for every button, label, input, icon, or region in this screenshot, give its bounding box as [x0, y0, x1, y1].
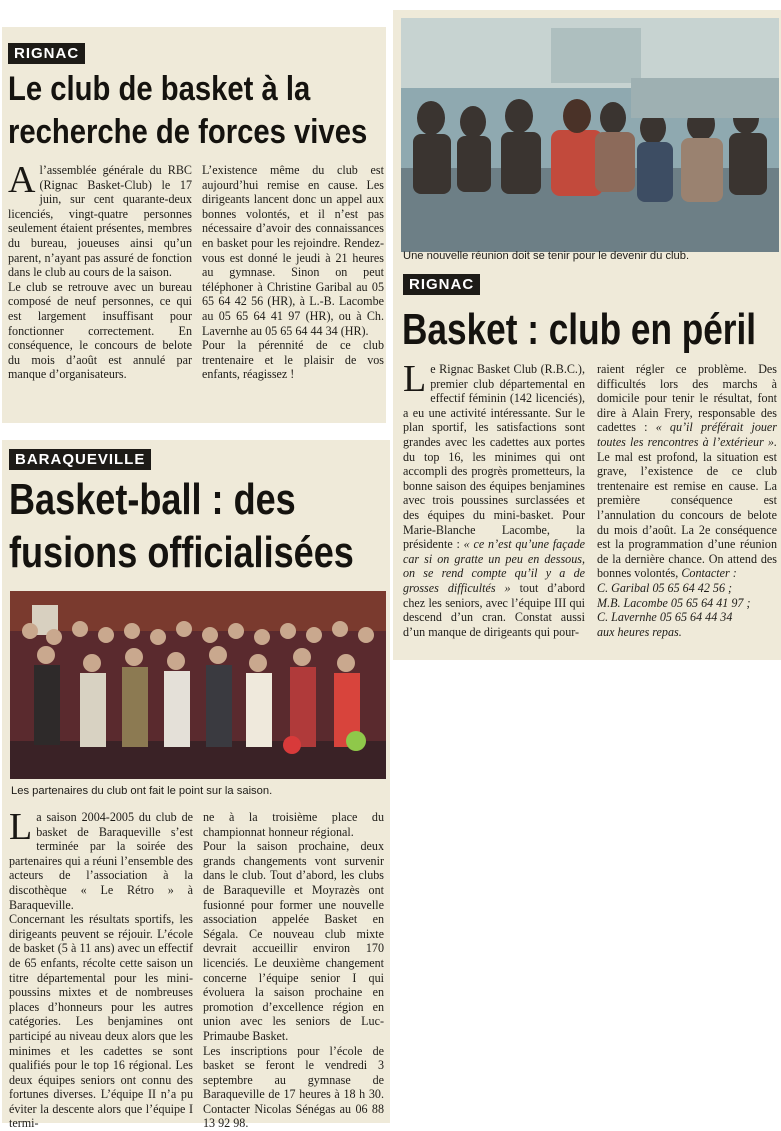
paragraph: Les inscriptions pour l’école de basket se feront le vendredi 3 septembre au gymnase de Baraqueville de 17 heures à 18 h 30. Contacter Nicolas Sénégas au 06 88 13 92 98. — [203, 1044, 384, 1131]
article-forces-vives — [2, 27, 386, 423]
section-tag-rignac: RIGNAC — [403, 274, 480, 295]
contact-line: aux heures repas. — [597, 625, 777, 640]
headline-forces-vives-line2: recherche de forces vives — [8, 112, 367, 152]
partners-photo-caption: Les partenaires du club ont fait le point sur la saison. — [11, 785, 272, 797]
contact-line: C. Lavernhe 05 65 64 44 34 — [597, 610, 777, 625]
headline-club-en-peril: Basket : club en péril — [402, 304, 756, 356]
article3-column-1 — [9, 810, 193, 1120]
paragraph: Le mal est profond, la situation est grave, l’existence de ce club trentenaire est remise en cause. La première conséquence est l’annulation du concours de belote du mois d’août. La 2e conséquence est la programmation d’une réunion de la dernière chance. On attend des bonnes volontés, — [597, 450, 777, 581]
article1-column-1 — [8, 163, 192, 421]
dropcap: L — [403, 364, 426, 394]
article2-column-2 — [597, 362, 777, 654]
headline-forces-vives-line1: Le club de basket à la — [8, 69, 310, 109]
article3-column-2 — [203, 810, 384, 1120]
headline-fusions-line1: Basket-ball : des — [9, 475, 296, 525]
contact-label: Contacter : — [681, 566, 736, 580]
paragraph: Concernant les résultats sportifs, les dirigeants peuvent se réjouir. L’école de basket (5 à 11 ans) avec un effectif de 65 enfants, récolte cette saison un titre départemental pour les mini-poussins mixtes et de nombreuses places d’honneurs pour les autres catégories. Les benjamines ont participé au niveau deux alors que les minimes et les cadettes se sont qualifiés pour le top 16 régional. Les deux équipes seniors ont connu des fortunes diverses. L’équipe II n’a pu éviter la descente alors que l’équipe I termi- — [9, 912, 193, 1131]
paragraph: L’existence même du club est aujourd’hui remise en cause. Les dirigeants lancent donc un appel aux bonnes volontés, et il n’est pas nécessaire d’avoir des connaissances en basket pour les rejoindre. Rendez-vous est donné le jeudi à 21 heures au gymnase. Sinon on peut téléphoner à Christine Garibal au 05 65 64 42 56 (HR), à L.-B. Lacombe au 05 65 64 41 97 (HR), ou à Ch. Lavernhe au 05 65 64 44 34 (HR). — [202, 163, 384, 338]
paragraph: raient régler ce problème. Des difficultés lors des marchs à domicile pour tenir le résultat, font dire à Alain Frery, responsable des cadettes : — [597, 362, 777, 434]
paragraph: Pour la saison prochaine, deux grands changements vont survenir dans le club. Tout d’abord, les clubs de Baraqueville et Moyrazès ont fusionné pour former une nouvelle association appelée Basket en Ségala. Ce nouveau club mixte devrait accueillir environ 170 licenciés. Le deuxième changement concerne l’équipe senior I qui évoluera la saison prochaine en promotion d’excellence région en union avec les seniors de Luc-Primaube Basket. — [203, 839, 384, 1043]
contact-line: M.B. Lacombe 05 65 64 41 97 ; — [597, 596, 777, 611]
section-tag-rignac: RIGNAC — [8, 43, 85, 64]
paragraph: Le club se retrouve avec un bureau composé de neuf personnes, ce qui est largement insuffisant pour fonctionner correctement. En conséquence, le concours de belote du mois d’août est annulé par manque d’organisateurs. — [8, 280, 192, 382]
paragraph: l’assemblée générale du RBC (Rignac Basket-Club) le 17 juin, sur cent quarante-deux licenciés, vingt-quatre personnes seulement étaient présentes, membres du bureau, joueuses ainsi qu’un parent, n’ayant pas assuré de fonction dans le club au cours de la saison. — [8, 163, 192, 279]
paragraph: a saison 2004-2005 du club de basket de Baraqueville s’est terminée par la soirée des partenaires qui a réuni l’ensemble des acteurs de l’association à la discothèque « Le Rétro » à Baraqueville. — [9, 810, 193, 912]
section-tag-baraqueville: BARAQUEVILLE — [9, 449, 151, 470]
president-quote: « ce n’est qu’une façade car si on gratte un peu en dessous, on se rend compte qu’il y a de grosses difficultés » — [403, 537, 585, 595]
coach-quote: « qu’il préférait jouer toutes les rencontres à l’extérieur ». — [597, 420, 777, 449]
meeting-photo — [401, 18, 779, 252]
article-club-en-peril — [393, 10, 781, 660]
headline-fusions-line2: fusions officialisées — [9, 528, 354, 578]
paragraph: ne à la troisième place du championnat honneur régional. — [203, 810, 384, 839]
article-baraqueville — [2, 440, 390, 1123]
paragraph: e Rignac Basket Club (R.B.C.), premier club départemental en effectif féminin (142 licenciés), a eu une activité intéressante. Sur le plan sportif, les satisfactions sont grandes avec les cadettes aux portes du top 16, les minimes qui ont accompli des progrès prometteurs, la bonne saison des équipes benjamines avec trois poussines surclassées et des équipes du mini-basket. Pour Marie-Blanche Lacombe, la présidente : — [403, 362, 585, 551]
meeting-photo-caption: Une nouvelle réunion doit se tenir pour le devenir du club. — [403, 250, 689, 262]
contact-line: C. Garibal 05 65 64 42 56 ; — [597, 581, 777, 596]
dropcap: L — [9, 812, 32, 842]
article2-column-1 — [403, 362, 585, 654]
paragraph: Pour la pérennité de ce club trentenaire et le plaisir de vos enfants, réagissez ! — [202, 338, 384, 382]
partners-group-photo — [10, 591, 386, 779]
paragraph: tout d’abord chez les seniors, avec l’équipe III qui descend d’un cran. Constat aussi d’un manque de dirigeants qui pour- — [403, 581, 585, 639]
article1-column-2 — [202, 163, 384, 421]
dropcap: A — [8, 165, 35, 195]
